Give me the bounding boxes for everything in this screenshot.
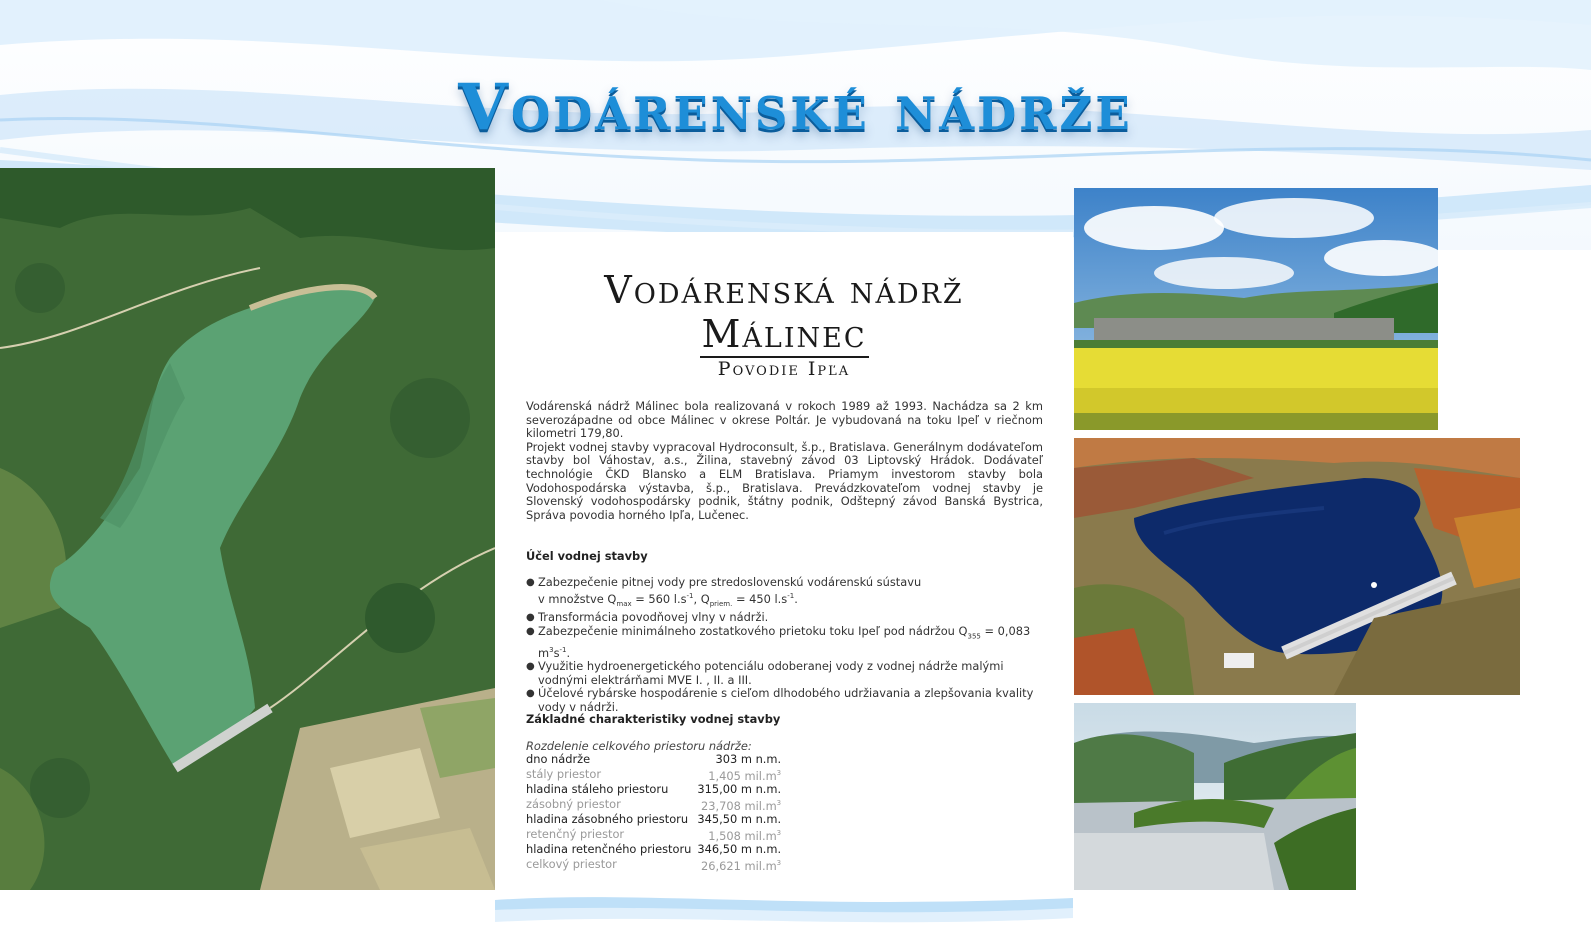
document-title-name: Málinec <box>701 312 867 356</box>
document-subtitle: Povodie Ipľa <box>717 358 851 380</box>
reservoir-lake-photo <box>1074 703 1356 890</box>
list-item: ● Využitie hydroenergetického potenciálu odoberanej vody z vodnej nádrže malými vodnými elektrárňami MVE I. , II. a III. <box>526 660 1056 687</box>
purpose-list <box>526 576 1056 715</box>
intro-text <box>526 400 1043 522</box>
table-row: zásobný priestor 23,708 $mil.m^3$ <box>526 796 782 813</box>
table-row: hladina retenčného priestoru 346,50 m n.m. <box>526 841 782 856</box>
list-item: ● Účelové rybárske hospodárenie s cieľom dlhodobého udržiavania a zlepšovania kvality vody v nádrži. <box>526 687 1056 714</box>
list-item: ● Zabezpečenie minimálneho zostatkového prietoku toku Ipeľ pod nádržou $Q_{355} = 0,083$ $m^3s^{-1}$. <box>526 625 1056 660</box>
dam-rapeseed-photo <box>1074 188 1438 430</box>
table-row: hladina stáleho priestoru 315,00 m n.m. <box>526 781 782 796</box>
list-item: ● Zabezpečenie pitnej vody pre stredoslovenskú vodárenskú sústavu v množstve $Q_{max} = 560$ $l.s^{-1}$, $Q_{priem.} = 450$ $l.s^{-1}$. <box>526 576 1056 611</box>
intro-paragraph: Projekt vodnej stavby vypracoval Hydroconsult, š.p., Bratislava. Generálnym dodávateľom stavby bol Váhostav, a.s., Žilina, stavebný závod 03 Liptovský Hrádok. Dodávateľ technológie ČKD Blansko a ELM Bratislava. Priamym investorom stavby bola Vodohospodárska výstavba, š.p., Bratislava. Prevádzkovateľom vodnej stavby je Slovenský vodohospodársky podnik, štátny podnik, Odštepný závod Banská Bystrica, Správa povodia horného Ipľa, Lučenec. <box>526 439 1043 522</box>
document-title: Vodárenská nádrž <box>604 268 964 312</box>
banner-title: Vodárenské nádrže <box>458 70 1133 145</box>
table-row: retenčný priestor 1,508 $mil.m^3$ <box>526 826 782 843</box>
table-row: hladina zásobného priestoru 345,50 m n.m. <box>526 811 782 826</box>
list-item: ● Transformácia povodňovej vlny v nádrži. <box>526 611 1056 625</box>
table-row: dno nádrže 303 m n.m. <box>526 752 782 766</box>
table-row: stály priestor 1,405 $mil.m^3$ <box>526 766 782 783</box>
characteristics-heading: Základné charakteristiky vodnej stavby <box>526 712 781 726</box>
table-row: celkový priestor 26,621 $mil.m^3$ <box>526 856 782 873</box>
distribution-label: Rozdelenie celkového priestoru nádrže: <box>526 739 752 753</box>
reservoir-autumn-photo <box>1074 438 1520 695</box>
intro-paragraph: Vodárenská nádrž Málinec bola realizovaná v rokoch 1989 až 1993. Nachádza sa 2 km severozápadne od obce Málinec v okrese Poltár. Je vybudovaná na toku Ipeľ v riečnom kilometri 179,80. <box>526 399 1043 441</box>
characteristics-table <box>526 753 781 873</box>
aerial-reservoir-photo <box>0 168 495 890</box>
purpose-heading: Účel vodnej stavby <box>526 549 648 563</box>
document-panel <box>495 232 1073 940</box>
bottom-wave <box>495 890 1073 930</box>
